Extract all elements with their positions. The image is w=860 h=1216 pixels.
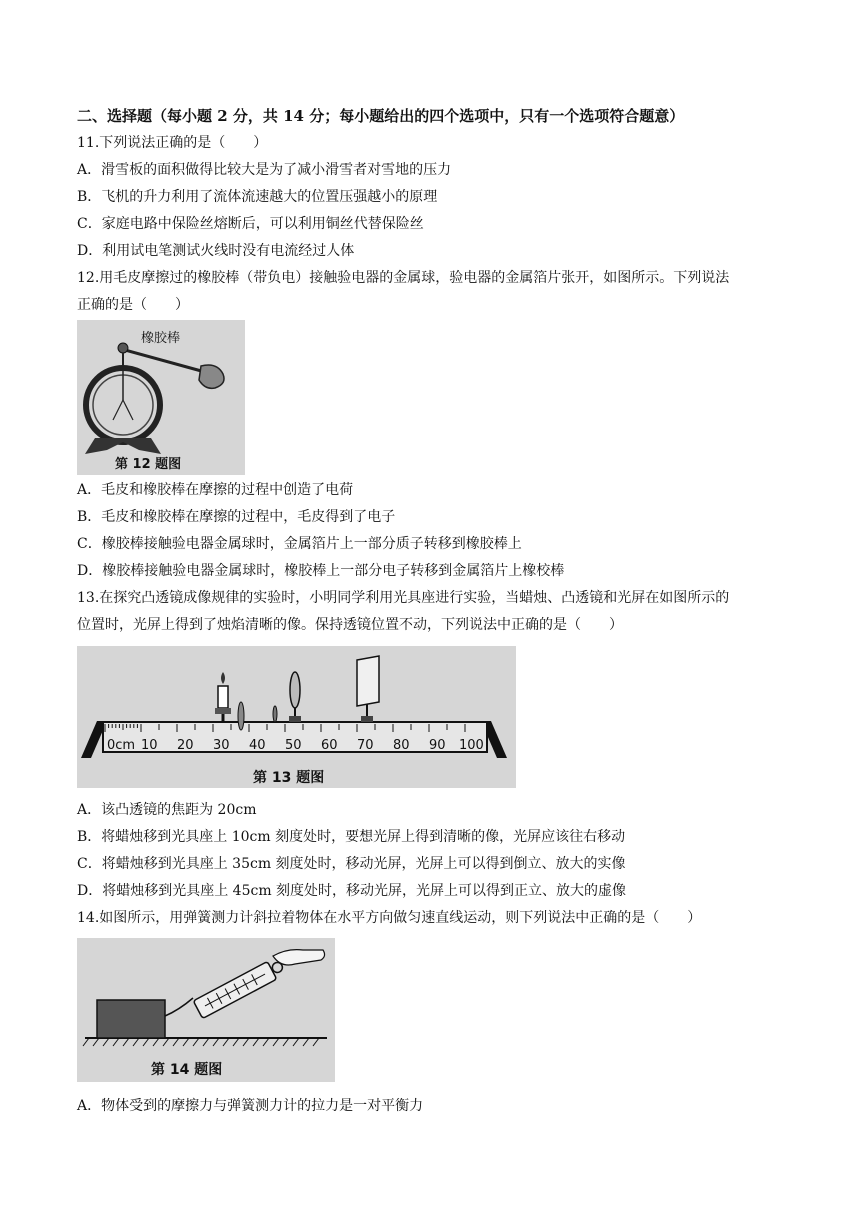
question-14-stem: 14.如图所示，用弹簧测力计斜拉着物体在水平方向做匀速直线运动，则下列说法中正确的是（ ）	[77, 910, 702, 926]
question-12-stem-line2: 正确的是（ ）	[77, 297, 189, 313]
figure-14-caption: 第 14 题图	[151, 1062, 223, 1078]
q12-option-a: A．毛皮和橡胶棒在摩擦的过程中创造了电荷	[77, 482, 354, 498]
light-screen-icon	[357, 656, 379, 722]
figure-12-caption: 第 12 题图	[115, 457, 182, 472]
ruler-label-100: 100	[459, 738, 484, 753]
ruler-label-20: 20	[177, 738, 194, 753]
section-title: 二、选择题（每小题 2 分，共 14 分；每小题给出的四个选项中，只有一个选项符合题意）	[77, 107, 685, 125]
ruler-label-60: 60	[321, 738, 338, 753]
ruler-label-50: 50	[285, 738, 302, 753]
q12-option-b: B．毛皮和橡胶棒在摩擦的过程中，毛皮得到了电子	[77, 509, 396, 525]
ruler-label-40: 40	[249, 738, 266, 753]
ruler-label-70: 70	[357, 738, 374, 753]
q12-option-c: C．橡胶棒接触验电器金属球时，金属箔片上一部分质子转移到橡胶棒上	[77, 536, 522, 552]
spring-scale-icon	[193, 956, 286, 1018]
figure-13-caption: 第 13 题图	[253, 770, 325, 786]
question-13-stem-line1: 13.在探究凸透镜成像规律的实验时，小明同学利用光具座进行实验，当蜡烛、凸透镜和光屏在如图所示的	[77, 590, 730, 606]
ruler-label-90: 90	[429, 738, 446, 753]
q11-option-c: C．家庭电路中保险丝熔断后，可以利用铜丝代替保险丝	[77, 216, 424, 232]
q13-option-a: A．该凸透镜的焦距为 20cm	[77, 802, 257, 818]
block-object	[97, 1000, 165, 1038]
ruler-label-80: 80	[393, 738, 410, 753]
figure-12-electroscope	[77, 320, 245, 475]
ruler-label-10: 10	[141, 738, 158, 753]
question-11-stem: 11.下列说法正确的是（ ）	[77, 135, 268, 151]
q14-option-a: A．物体受到的摩擦力与弹簧测力计的拉力是一对平衡力	[77, 1098, 424, 1114]
q13-option-c: C．将蜡烛移到光具座上 35cm 刻度处时，移动光屏，光屏上可以得到倒立、放大的实像	[77, 856, 626, 872]
candle-icon	[215, 672, 231, 722]
question-13-stem-line2: 位置时，光屏上得到了烛焰清晰的像。保持透镜位置不动，下列说法中正确的是（ ）	[77, 617, 623, 633]
q13-option-d: D．将蜡烛移到光具座上 45cm 刻度处时，移动光屏，光屏上可以得到正立、放大的虚像	[77, 883, 627, 899]
ruler-label-0: 0cm	[107, 738, 136, 753]
q11-option-b: B．飞机的升力利用了流体流速越大的位置压强越小的原理	[77, 189, 438, 205]
figure-12-label: 橡胶棒	[141, 331, 181, 346]
figure-13-optical-bench	[77, 646, 516, 788]
q13-option-b: B．将蜡烛移到光具座上 10cm 刻度处时，要想光屏上得到清晰的像，光屏应该往右移动	[77, 829, 626, 845]
q11-option-a: A．滑雪板的面积做得比较大是为了减小滑雪者对雪地的压力	[77, 162, 452, 178]
q12-option-d: D．橡胶棒接触验电器金属球时，橡胶棒上一部分电子转移到金属箔片上橡校棒	[77, 563, 565, 579]
convex-lens-icon	[289, 672, 301, 722]
question-12-stem-line1: 12.用毛皮摩擦过的橡胶棒（带负电）接触验电器的金属球，验电器的金属箔片张开，如图所示。下列说法	[77, 270, 730, 286]
ruler-label-30: 30	[213, 738, 230, 753]
figure-14-spring-scale	[77, 938, 335, 1082]
q11-option-d: D．利用试电笔测试火线时没有电流经过人体	[77, 243, 355, 259]
